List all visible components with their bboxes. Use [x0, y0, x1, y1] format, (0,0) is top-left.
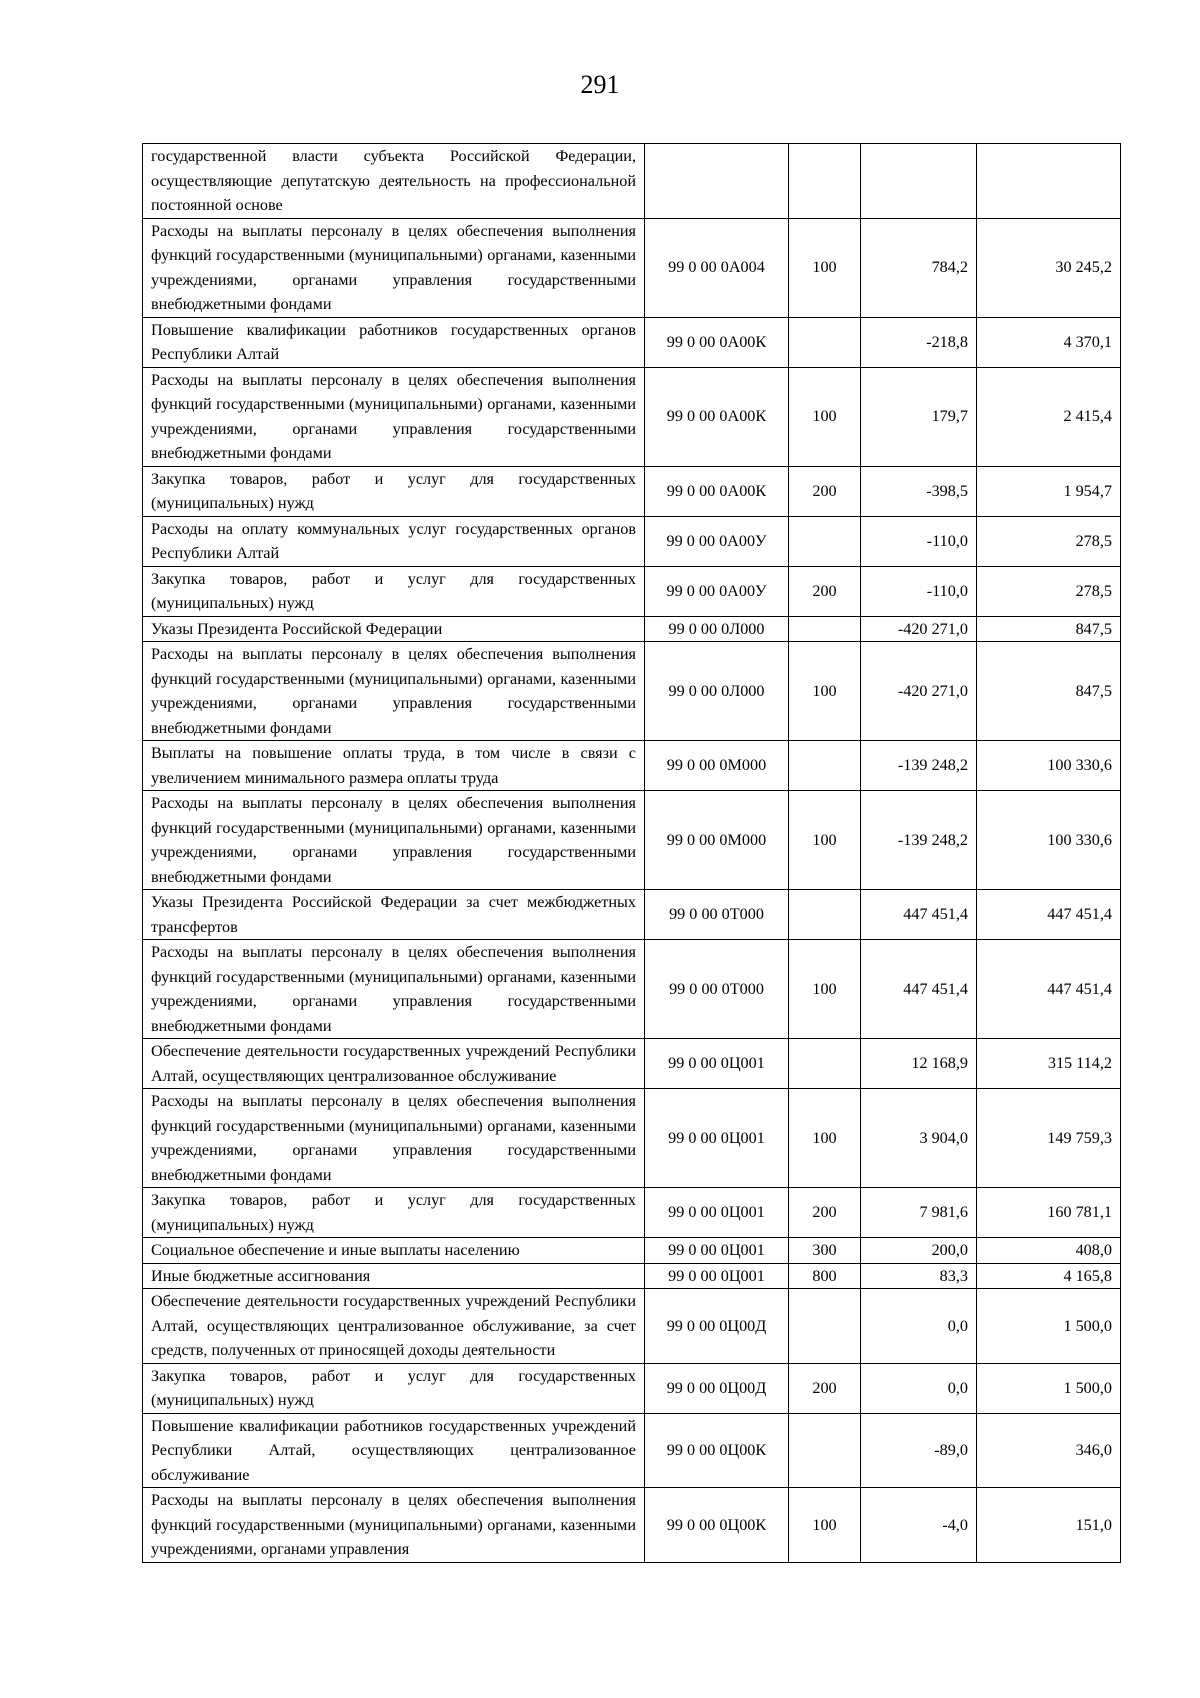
- table-row: [143, 1488, 1121, 1563]
- budget-table: [142, 143, 1121, 1563]
- expense-type-cell: 800: [789, 1263, 861, 1289]
- total-amount-cell: 4 370,1: [977, 317, 1121, 367]
- total-amount-cell: 100 330,6: [977, 741, 1121, 791]
- total-amount-cell: 346,0: [977, 1413, 1121, 1488]
- expense-name-cell: Закупка товаров, работ и услуг для государственных (муниципальных) нужд: [143, 566, 645, 616]
- expense-name-cell: Повышение квалификации работников государственных органов Республики Алтай: [143, 317, 645, 367]
- change-amount-cell: 447 451,4: [861, 940, 977, 1039]
- expense-type-cell: [789, 144, 861, 219]
- total-amount-cell: 1 500,0: [977, 1289, 1121, 1364]
- expense-type-cell: [789, 741, 861, 791]
- change-amount-cell: -89,0: [861, 1413, 977, 1488]
- target-code-cell: 99 0 00 0Ц001: [645, 1089, 789, 1188]
- change-amount-cell: -420 271,0: [861, 642, 977, 741]
- target-code-cell: 99 0 00 0Л000: [645, 642, 789, 741]
- table-row: [143, 144, 1121, 219]
- expense-name-cell: Расходы на выплаты персоналу в целях обеспечения выполнения функций государственными (муниципальными) органами, казенными учреждениями, органами управления государственными внебюджетными фондами: [143, 642, 645, 741]
- expense-type-cell: 200: [789, 1188, 861, 1238]
- expense-name-cell: Расходы на выплаты персоналу в целях обеспечения выполнения функций государственными (муниципальными) органами, казенными учреждениями, органами управления государственными внебюджетными фондами: [143, 940, 645, 1039]
- table-row: [143, 1263, 1121, 1289]
- target-code-cell: 99 0 00 0А004: [645, 218, 789, 317]
- expense-type-cell: 100: [789, 1089, 861, 1188]
- total-amount-cell: 30 245,2: [977, 218, 1121, 317]
- total-amount-cell: 100 330,6: [977, 791, 1121, 890]
- table-row: [143, 616, 1121, 642]
- target-code-cell: 99 0 00 0Ц00К: [645, 1488, 789, 1563]
- target-code-cell: 99 0 00 0Т000: [645, 890, 789, 940]
- expense-name-cell: Социальное обеспечение и иные выплаты населению: [143, 1238, 645, 1264]
- expense-name-cell: Указы Президента Российской Федерации за счет межбюджетных трансфертов: [143, 890, 645, 940]
- table-row: [143, 1413, 1121, 1488]
- table-row: [143, 566, 1121, 616]
- table-row: [143, 466, 1121, 516]
- change-amount-cell: [861, 144, 977, 219]
- expense-type-cell: [789, 616, 861, 642]
- expense-type-cell: 200: [789, 566, 861, 616]
- change-amount-cell: 784,2: [861, 218, 977, 317]
- expense-name-cell: Расходы на оплату коммунальных услуг государственных органов Республики Алтай: [143, 516, 645, 566]
- expense-name-cell: Расходы на выплаты персоналу в целях обеспечения выполнения функций государственными (муниципальными) органами, казенными учреждениями, органами управления государственными внебюджетными фондами: [143, 791, 645, 890]
- expense-name-cell: Обеспечение деятельности государственных учреждений Республики Алтай, осуществляющих централизованное обслуживание, за счет средств, полученных от приносящей доходы деятельности: [143, 1289, 645, 1364]
- change-amount-cell: -218,8: [861, 317, 977, 367]
- expense-name-cell: Обеспечение деятельности государственных учреждений Республики Алтай, осуществляющих централизованное обслуживание: [143, 1039, 645, 1089]
- total-amount-cell: 151,0: [977, 1488, 1121, 1563]
- table-body: [143, 144, 1121, 1563]
- total-amount-cell: 315 114,2: [977, 1039, 1121, 1089]
- change-amount-cell: -110,0: [861, 516, 977, 566]
- total-amount-cell: 149 759,3: [977, 1089, 1121, 1188]
- expense-name-cell: Выплаты на повышение оплаты труда, в том числе в связи с увеличением минимального размера оплаты труда: [143, 741, 645, 791]
- table-row: [143, 791, 1121, 890]
- expense-name-cell: Расходы на выплаты персоналу в целях обеспечения выполнения функций государственными (муниципальными) органами, казенными учреждениями, органами управления государственными внебюджетными фондами: [143, 1089, 645, 1188]
- total-amount-cell: 847,5: [977, 616, 1121, 642]
- change-amount-cell: -398,5: [861, 466, 977, 516]
- target-code-cell: 99 0 00 0М000: [645, 791, 789, 890]
- total-amount-cell: 447 451,4: [977, 890, 1121, 940]
- target-code-cell: 99 0 00 0Л000: [645, 616, 789, 642]
- target-code-cell: 99 0 00 0Ц001: [645, 1188, 789, 1238]
- expense-type-cell: 100: [789, 218, 861, 317]
- change-amount-cell: 200,0: [861, 1238, 977, 1264]
- table-row: [143, 1089, 1121, 1188]
- expense-type-cell: [789, 1039, 861, 1089]
- expense-type-cell: [789, 890, 861, 940]
- target-code-cell: 99 0 00 0А00К: [645, 317, 789, 367]
- target-code-cell: 99 0 00 0Ц00Д: [645, 1363, 789, 1413]
- change-amount-cell: 0,0: [861, 1363, 977, 1413]
- table-row: [143, 516, 1121, 566]
- total-amount-cell: 2 415,4: [977, 367, 1121, 466]
- table-row: [143, 1289, 1121, 1364]
- change-amount-cell: 179,7: [861, 367, 977, 466]
- expense-type-cell: 100: [789, 367, 861, 466]
- target-code-cell: 99 0 00 0А00К: [645, 466, 789, 516]
- expense-type-cell: 200: [789, 466, 861, 516]
- expense-type-cell: [789, 1413, 861, 1488]
- expense-name-cell: Закупка товаров, работ и услуг для государственных (муниципальных) нужд: [143, 1363, 645, 1413]
- table-row: [143, 741, 1121, 791]
- change-amount-cell: 12 168,9: [861, 1039, 977, 1089]
- target-code-cell: 99 0 00 0А00У: [645, 516, 789, 566]
- expense-name-cell: Расходы на выплаты персоналу в целях обеспечения выполнения функций государственными (муниципальными) органами, казенными учреждениями, органами управления: [143, 1488, 645, 1563]
- table-row: [143, 1188, 1121, 1238]
- table-row: [143, 940, 1121, 1039]
- target-code-cell: 99 0 00 0Т000: [645, 940, 789, 1039]
- target-code-cell: 99 0 00 0А00К: [645, 367, 789, 466]
- expense-name-cell: Повышение квалификации работников государственных учреждений Республики Алтай, осуществляющих централизованное обслуживание: [143, 1413, 645, 1488]
- target-code-cell: 99 0 00 0А00У: [645, 566, 789, 616]
- total-amount-cell: 1 500,0: [977, 1363, 1121, 1413]
- total-amount-cell: 1 954,7: [977, 466, 1121, 516]
- table-row: [143, 317, 1121, 367]
- total-amount-cell: 408,0: [977, 1238, 1121, 1264]
- expense-name-cell: Закупка товаров, работ и услуг для государственных (муниципальных) нужд: [143, 1188, 645, 1238]
- target-code-cell: 99 0 00 0М000: [645, 741, 789, 791]
- change-amount-cell: 3 904,0: [861, 1089, 977, 1188]
- expense-name-cell: Иные бюджетные ассигнования: [143, 1263, 645, 1289]
- expense-name-cell: Расходы на выплаты персоналу в целях обеспечения выполнения функций государственными (муниципальными) органами, казенными учреждениями, органами управления государственными внебюджетными фондами: [143, 367, 645, 466]
- table-row: [143, 1363, 1121, 1413]
- change-amount-cell: 447 451,4: [861, 890, 977, 940]
- table-row: [143, 367, 1121, 466]
- change-amount-cell: -139 248,2: [861, 741, 977, 791]
- table-row: [143, 1238, 1121, 1264]
- expense-type-cell: [789, 1289, 861, 1364]
- expense-type-cell: [789, 317, 861, 367]
- target-code-cell: 99 0 00 0Ц00Д: [645, 1289, 789, 1364]
- total-amount-cell: 4 165,8: [977, 1263, 1121, 1289]
- page-number: 291: [580, 70, 620, 99]
- table-row: [143, 1039, 1121, 1089]
- expense-type-cell: 100: [789, 791, 861, 890]
- total-amount-cell: 278,5: [977, 516, 1121, 566]
- expense-type-cell: 200: [789, 1363, 861, 1413]
- change-amount-cell: 83,3: [861, 1263, 977, 1289]
- change-amount-cell: -110,0: [861, 566, 977, 616]
- change-amount-cell: -420 271,0: [861, 616, 977, 642]
- target-code-cell: 99 0 00 0Ц00К: [645, 1413, 789, 1488]
- table-row: [143, 890, 1121, 940]
- target-code-cell: 99 0 00 0Ц001: [645, 1263, 789, 1289]
- total-amount-cell: 278,5: [977, 566, 1121, 616]
- total-amount-cell: 847,5: [977, 642, 1121, 741]
- expense-name-cell: Расходы на выплаты персоналу в целях обеспечения выполнения функций государственными (муниципальными) органами, казенными учреждениями, органами управления государственными внебюджетными фондами: [143, 218, 645, 317]
- expense-name-cell: государственной власти субъекта Российской Федерации, осуществляющие депутатскую деятельность на профессиональной постоянной основе: [143, 144, 645, 219]
- change-amount-cell: -4,0: [861, 1488, 977, 1563]
- expense-type-cell: 100: [789, 642, 861, 741]
- target-code-cell: 99 0 00 0Ц001: [645, 1039, 789, 1089]
- expense-type-cell: 300: [789, 1238, 861, 1264]
- total-amount-cell: 447 451,4: [977, 940, 1121, 1039]
- total-amount-cell: 160 781,1: [977, 1188, 1121, 1238]
- expense-name-cell: Указы Президента Российской Федерации: [143, 616, 645, 642]
- expense-type-cell: [789, 516, 861, 566]
- change-amount-cell: 0,0: [861, 1289, 977, 1364]
- expense-name-cell: Закупка товаров, работ и услуг для государственных (муниципальных) нужд: [143, 466, 645, 516]
- expense-type-cell: 100: [789, 940, 861, 1039]
- target-code-cell: [645, 144, 789, 219]
- table-row: [143, 218, 1121, 317]
- total-amount-cell: [977, 144, 1121, 219]
- change-amount-cell: 7 981,6: [861, 1188, 977, 1238]
- target-code-cell: 99 0 00 0Ц001: [645, 1238, 789, 1264]
- expense-type-cell: 100: [789, 1488, 861, 1563]
- change-amount-cell: -139 248,2: [861, 791, 977, 890]
- table-row: [143, 642, 1121, 741]
